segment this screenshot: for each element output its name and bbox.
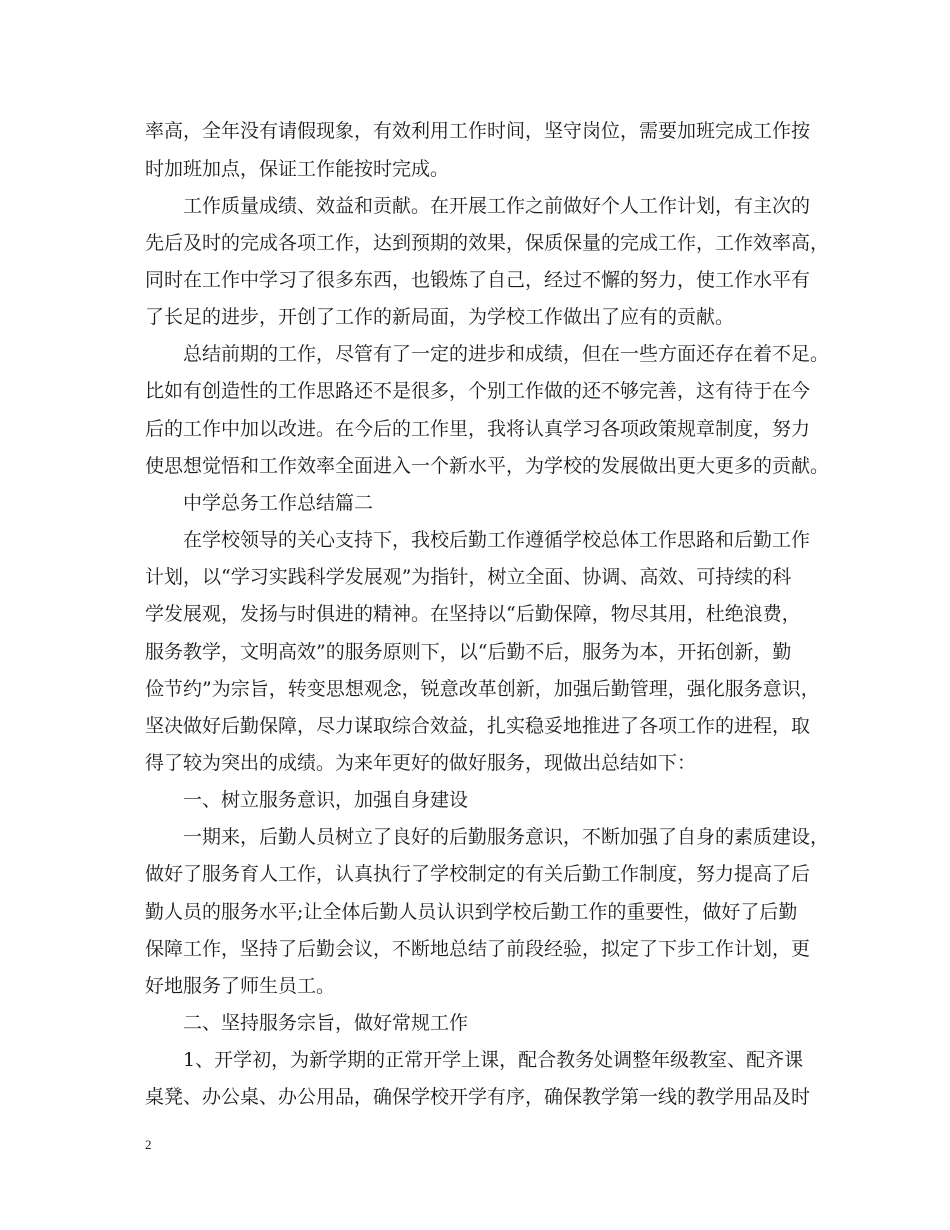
subsection-heading: 二、坚持服务宗旨，做好常规工作 (183, 1012, 469, 1034)
paragraph-start-line: 1、开学初，为新学期的正常开学上课，配合教务处调整年级教室、配齐课 (183, 1049, 804, 1071)
body-text-line: 桌凳、办公桌、办公用品，确保学校开学有序，确保教学第一线的教学用品及时 (145, 1086, 811, 1108)
body-text-line: 坚决做好后勤保障，尽力谋取综合效益，扎实稳妥地推进了各项工作的进程，取 (145, 715, 811, 737)
body-text-line: 计划，以“学习实践科学发展观”为指针，树立全面、协调、高效、可持续的科 (145, 566, 792, 588)
body-text-line: 率高，全年没有请假现象，有效利用工作时间，坚守岗位，需要加班完成工作按 (145, 120, 811, 142)
body-text-line: 做好了服务育人工作，认真执行了学校制定的有关后勤工作制度，努力提高了后 (145, 863, 811, 885)
body-text-line: 服务教学，文明高效”的服务原则下，以“后勤不后，服务为本，开拓创新，勤 (145, 641, 792, 663)
body-text-line: 使思想觉悟和工作效率全面进入一个新水平，为学校的发展做出更大更多的贡献。 (145, 455, 830, 477)
subsection-heading: 一、树立服务意识，加强自身建设 (183, 789, 469, 811)
paragraph-start-line: 在学校领导的关心支持下，我校后勤工作遵循学校总体工作思路和后勤工作 (183, 529, 811, 551)
body-text-line: 时加班加点，保证工作能按时完成。 (145, 158, 450, 180)
body-text-line: 比如有创造性的工作思路还不是很多，个别工作做的还不够完善，这有待于在今 (145, 380, 811, 402)
body-text-line: 学发展观，发扬与时俱进的精神。在坚持以“后勤保障，物尽其用，杜绝浪费， (145, 603, 801, 625)
body-text-line: 先后及时的完成各项工作，达到预期的效果，保质保量的完成工作，工作效率高， (145, 232, 830, 254)
paragraph-start-line: 工作质量成绩、效益和贡献。在开展工作之前做好个人工作计划，有主次的 (183, 195, 811, 217)
paragraph-start-line: 总结前期的工作，尽管有了一定的进步和成绩，但在一些方面还存在着不足。 (183, 343, 830, 365)
body-text-line: 同时在工作中学习了很多东西，也锻炼了自己，经过不懈的努力，使工作水平有 (145, 269, 811, 291)
body-text-line: 后的工作中加以改进。在今后的工作里，我将认真学习各项政策规章制度，努力 (145, 418, 811, 440)
section-heading: 中学总务工作总结篇二 (183, 492, 374, 514)
body-text-line: 得了较为突出的成绩。为来年更好的做好服务，现做出总结如下： (145, 752, 697, 774)
body-text-line: 勤人员的服务水平;让全体后勤人员认识到学校后勤工作的重要性，做好了后勤 (145, 901, 798, 923)
body-text-line: 保障工作，坚持了后勤会议，不断地总结了前段经验，拟定了下步工作计划，更 (145, 938, 811, 960)
body-text-line: 好地服务了师生员工。 (145, 975, 336, 997)
body-text-line: 俭节约”为宗旨，转变思想观念，锐意改革创新，加强后勤管理，强化服务意识， (145, 678, 820, 700)
page-number: 2 (145, 1137, 152, 1152)
body-text-line: 了长足的进步，开创了工作的新局面，为学校工作做出了应有的贡献。 (145, 306, 735, 328)
paragraph-start-line: 一期来，后勤人员树立了良好的后勤服务意识，不断加强了自身的素质建设， (183, 826, 830, 848)
